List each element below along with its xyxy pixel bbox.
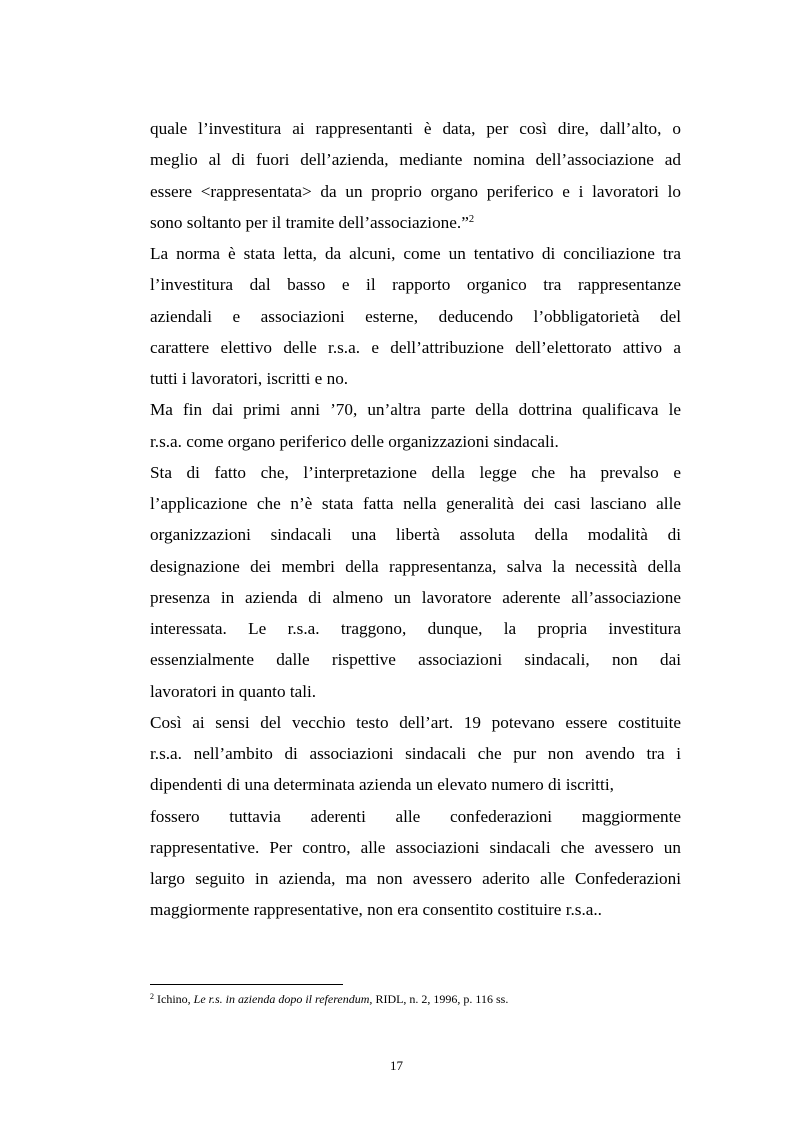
text-line: r.s.a. nell’ambito di associazioni sindacali che pur non avendo tra i xyxy=(150,744,681,763)
text-line-last xyxy=(150,207,681,238)
footnote xyxy=(150,991,681,1007)
paragraph-2 xyxy=(150,238,681,394)
text-line: Così ai sensi del vecchio testo dell’art. 19 potevano essere costituite xyxy=(150,712,681,732)
text-line: largo seguito in azienda, ma non avessero aderito alle Confederazioni xyxy=(150,869,681,888)
text-line: meglio al di fuori dell’azienda, mediante nomina dell’associazione ad xyxy=(150,150,681,170)
page-number: 17 xyxy=(390,1058,403,1073)
footnote-reference: 2 xyxy=(468,213,475,225)
footnote-separator xyxy=(150,984,343,985)
text-line: Ma fin dai primi anni ’70, un’altra parte della dottrina qualificava le xyxy=(150,400,681,420)
text-line: organizzazioni sindacali una libertà assoluta della modalità di xyxy=(150,525,681,545)
text-line: aziendali e associazioni esterne, deducendo l’obbligatorietà del xyxy=(150,306,681,326)
text-line: quale l’investitura ai rappresentanti è data, per così dire, dall’alto, o xyxy=(150,119,681,138)
body-text xyxy=(150,113,681,926)
text-line: interessata. Le r.s.a. traggono, dunque, la propria investitura xyxy=(150,619,681,638)
text-line-last: dipendenti di una determinata azienda un elevato numero di iscritti, xyxy=(150,775,614,795)
footnote-number: 2 xyxy=(150,992,154,1001)
paragraph-5 xyxy=(150,707,681,801)
footnote-author: Ichino, xyxy=(157,992,194,1006)
text-line: essere <rappresentata> da un proprio organo periferico e i lavoratori lo xyxy=(150,181,681,201)
paragraph-4 xyxy=(150,457,681,707)
text-line: Sta di fatto che, l’interpretazione della legge che ha prevalso e xyxy=(150,462,681,482)
text-line-last: tutti i lavoratori, iscritti e no. xyxy=(150,369,349,388)
text-line: La norma è stata letta, da alcuni, come un tentativo di conciliazione tra xyxy=(150,244,681,263)
footnote-citation: RIDL, n. 2, 1996, p. 116 ss. xyxy=(372,992,509,1006)
text-line-content: sono soltanto per il tramite dell’associazione.” xyxy=(150,212,469,232)
text-line: essenzialmente dalle rispettive associazioni sindacali, non dai xyxy=(150,650,681,670)
text-line: fossero tuttavia aderenti alle confederazioni maggiormente xyxy=(150,806,681,826)
text-line-last: maggiormente rappresentative, non era consentito costituire r.s.a.. xyxy=(150,900,602,920)
text-line-last: lavoratori in quanto tali. xyxy=(150,681,317,701)
text-line: l’applicazione che n’è stata fatta nella generalità dei casi lasciano alle xyxy=(150,494,681,513)
paragraph-6 xyxy=(150,801,681,926)
text-line: l’investitura dal basso e il rapporto organico tra rappresentanze xyxy=(150,275,681,295)
text-line: rappresentative. Per contro, alle associazioni sindacali che avessero un xyxy=(150,837,681,857)
text-line: carattere elettivo delle r.s.a. e dell’attribuzione dell’elettorato attivo a xyxy=(150,337,681,357)
footnote-title: Le r.s. in azienda dopo il referendum, xyxy=(193,992,373,1006)
text-line: designazione dei membri della rappresentanza, salva la necessità della xyxy=(150,556,681,576)
text-line-last: r.s.a. come organo periferico delle organizzazioni sindacali. xyxy=(150,431,559,451)
paragraph-3 xyxy=(150,394,681,457)
paragraph-1 xyxy=(150,113,681,238)
text-line: presenza in azienda di almeno un lavoratore aderente all’associazione xyxy=(150,587,681,607)
